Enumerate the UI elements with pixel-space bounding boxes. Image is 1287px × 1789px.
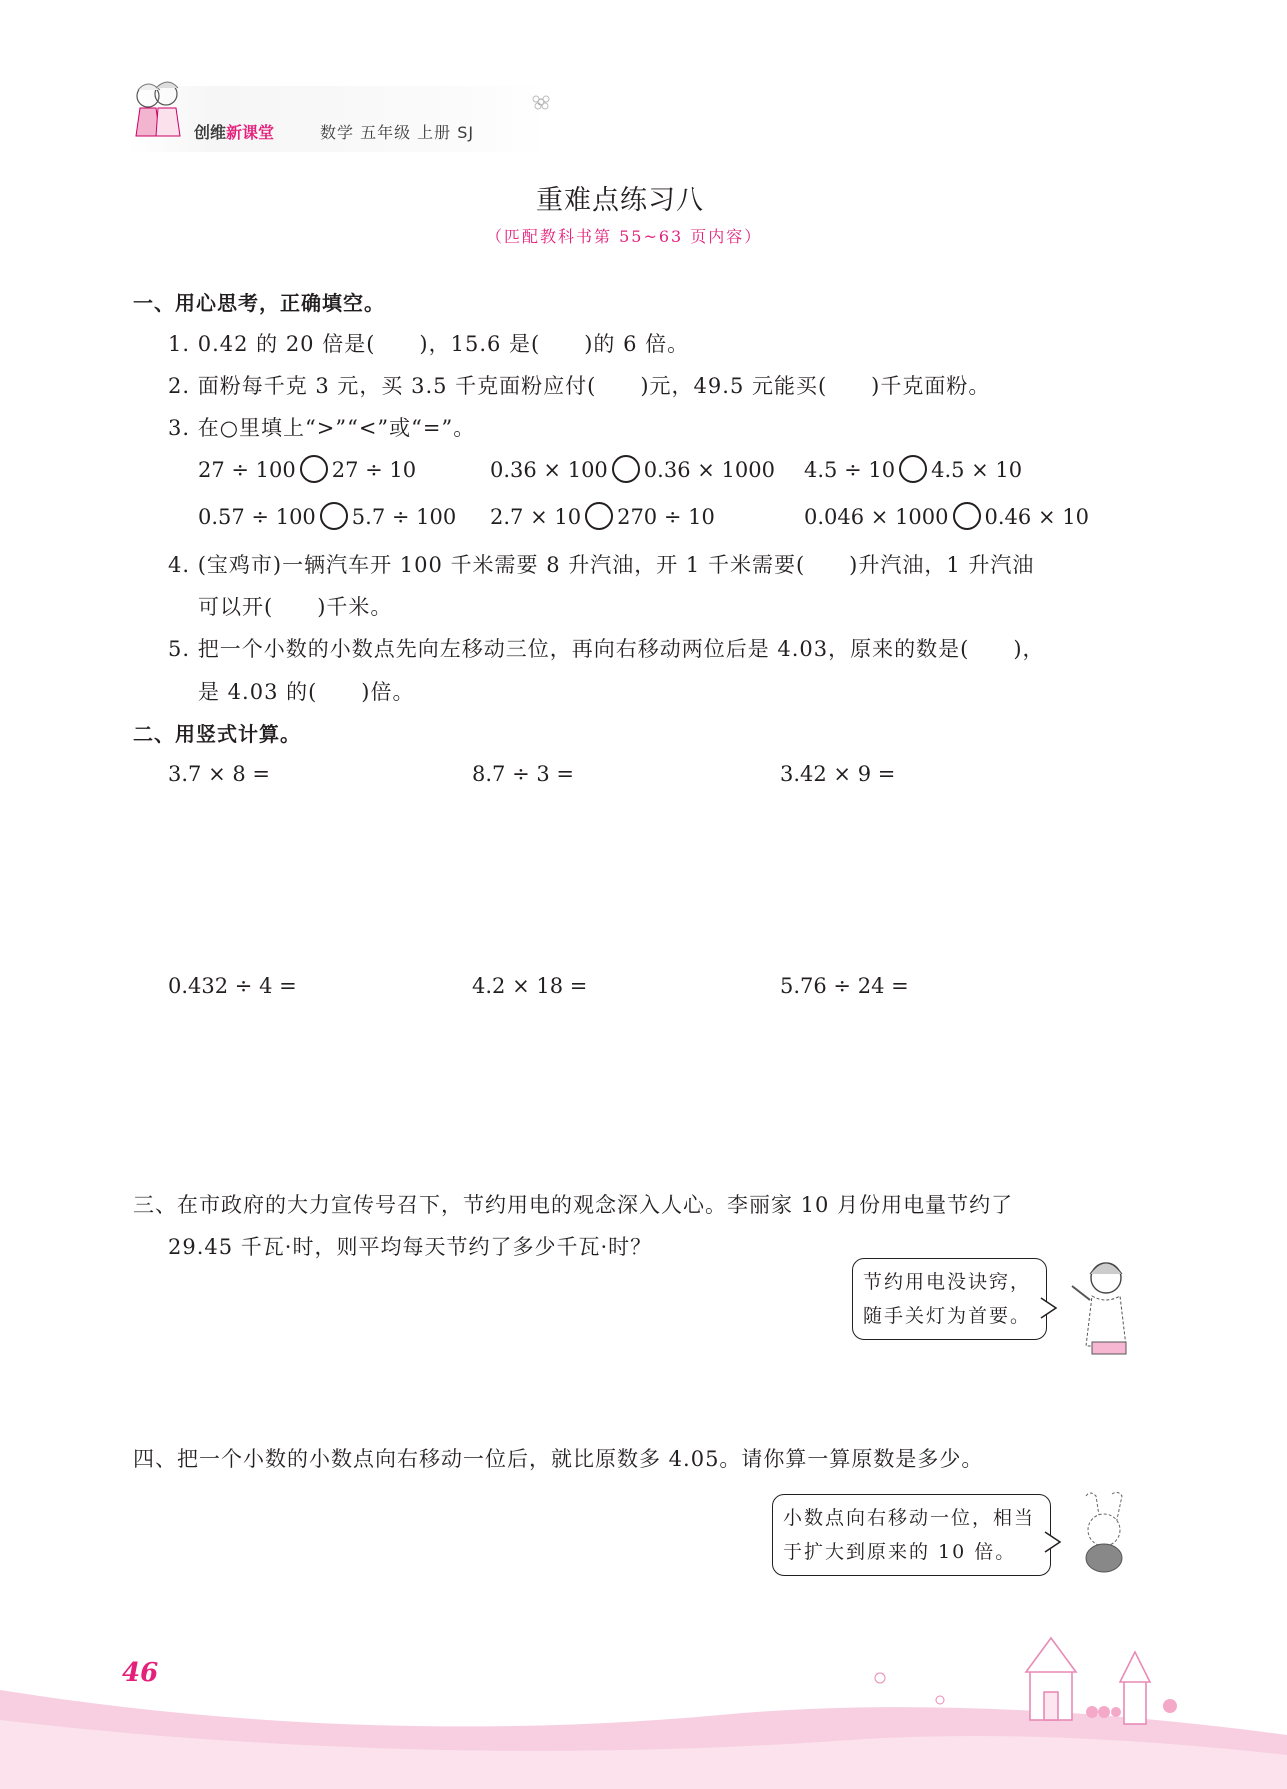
answer-circle[interactable] bbox=[899, 455, 927, 483]
compare-item bbox=[198, 502, 456, 530]
bubble-line: 于扩大到原来的 10 倍。 bbox=[783, 1541, 1017, 1563]
page-subtitle: （匹配教科书第 55~63 页内容） bbox=[486, 227, 763, 246]
compare-item bbox=[490, 455, 775, 483]
compare-left: 0.36 × 100 bbox=[490, 458, 608, 482]
compare-left: 0.57 ÷ 100 bbox=[198, 505, 316, 529]
boy-illustration bbox=[1062, 1256, 1142, 1364]
compare-item bbox=[804, 502, 1089, 530]
answer-circle[interactable] bbox=[585, 502, 613, 530]
answer-circle[interactable] bbox=[300, 455, 328, 483]
section4-question: 四、把一个小数的小数点向右移动一位后，就比原数多 4.05。请你算一算原数是多少。 bbox=[133, 1447, 984, 1471]
answer-circle[interactable] bbox=[953, 502, 981, 530]
question-3: 3. 在○里填上“>”“<”或“=”。 bbox=[168, 416, 476, 440]
section1-heading: 一、用心思考，正确填空。 bbox=[133, 291, 385, 315]
calc-problem: 3.42 × 9 = bbox=[780, 762, 896, 786]
question-2: 2. 面粉每千克 3 元，买 3.5 千克面粉应付( )元，49.5 元能买( )千克面粉。 bbox=[168, 374, 991, 398]
compare-left: 4.5 ÷ 10 bbox=[804, 458, 896, 482]
brand-name-right: 新课堂 bbox=[226, 123, 275, 142]
calc-problem: 5.76 ÷ 24 = bbox=[780, 974, 909, 998]
bubble-line: 节约用电没诀窍， bbox=[863, 1271, 1032, 1293]
question-4-line1: 4. (宝鸡市)一辆汽车开 100 千米需要 8 升汽油，开 1 千米需要( )升汽油，1 升汽油 bbox=[168, 553, 1035, 577]
flower-decoration-icon bbox=[530, 92, 552, 112]
bubble-line: 随手关灯为首要。 bbox=[863, 1305, 1032, 1327]
compare-right: 4.5 × 10 bbox=[931, 458, 1023, 482]
page-number: 46 bbox=[122, 1658, 159, 1688]
calc-problem: 0.432 ÷ 4 = bbox=[168, 974, 297, 998]
answer-circle[interactable] bbox=[612, 455, 640, 483]
speech-bubble bbox=[852, 1258, 1047, 1340]
question-1: 1. 0.42 的 20 倍是( )，15.6 是( )的 6 倍。 bbox=[168, 332, 690, 356]
calc-problem: 4.2 × 18 = bbox=[472, 974, 588, 998]
section3-question-line2: 29.45 千瓦·时，则平均每天节约了多少千瓦·时？ bbox=[168, 1235, 653, 1259]
answer-circle[interactable] bbox=[320, 502, 348, 530]
brand-name-left: 创维 bbox=[194, 123, 227, 142]
compare-left: 2.7 × 10 bbox=[490, 505, 582, 529]
bubble-line: 小数点向右移动一位，相当 bbox=[783, 1507, 1036, 1529]
section2-heading: 二、用竖式计算。 bbox=[133, 722, 301, 746]
bubble-tail bbox=[1040, 1296, 1058, 1320]
compare-right: 270 ÷ 10 bbox=[617, 505, 715, 529]
compare-item bbox=[198, 455, 416, 483]
footer-wave-decoration bbox=[0, 1630, 1287, 1789]
compare-item bbox=[490, 502, 715, 530]
calc-problem: 8.7 ÷ 3 = bbox=[472, 762, 574, 786]
section3-question-line1: 三、在市政府的大力宣传号召下，节约用电的观念深入人心。李丽家 10 月份用电量节约了 bbox=[133, 1193, 1014, 1217]
book-info: 数学 五年级 上册 SJ bbox=[320, 123, 475, 142]
speech-bubble bbox=[772, 1494, 1051, 1576]
compare-left: 27 ÷ 100 bbox=[198, 458, 296, 482]
question-5-line1: 5. 把一个小数的小数点先向左移动三位，再向右移动两位后是 4.03，原来的数是( )， bbox=[168, 637, 1045, 661]
compare-item bbox=[804, 455, 1022, 483]
question-5-line2: 是 4.03 的( )倍。 bbox=[198, 680, 415, 704]
question-4-line2: 可以开( )千米。 bbox=[198, 595, 393, 619]
compare-right: 0.36 × 1000 bbox=[643, 458, 775, 482]
compare-right: 27 ÷ 10 bbox=[331, 458, 417, 482]
page-title: 重难点练习八 bbox=[536, 185, 704, 216]
compare-right: 0.46 × 10 bbox=[984, 505, 1089, 529]
compare-left: 0.046 × 1000 bbox=[804, 505, 949, 529]
cartoon-girls-logo bbox=[126, 78, 186, 148]
compare-right: 5.7 ÷ 100 bbox=[351, 505, 457, 529]
bubble-tail bbox=[1044, 1530, 1062, 1554]
calc-problem: 3.7 × 8 = bbox=[168, 762, 270, 786]
rabbit-illustration bbox=[1066, 1490, 1142, 1576]
